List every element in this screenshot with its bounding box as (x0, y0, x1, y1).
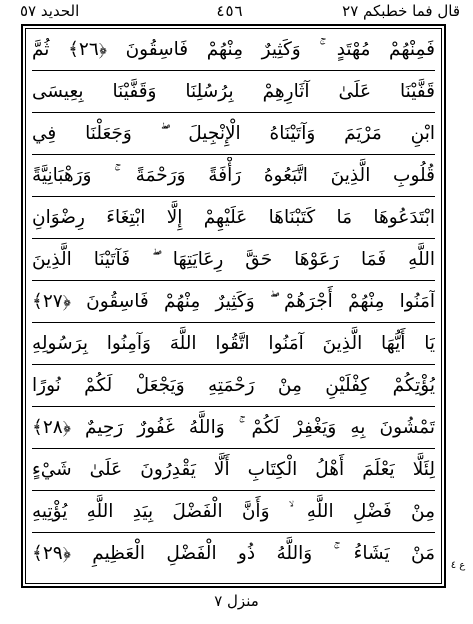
verse-line-2: قَفَّيْنَا عَلَىٰ آثَارِهِمْ بِرُسُلِنَا وَقَفَّيْنَا بِعِيسَى (32, 73, 435, 113)
verse-line-13: مَنْ يَشَاءُ ۚ وَاللَّهُ ذُو الْفَضْلِ الْعَظِيمِ ﴿٢٩﴾ (32, 543, 435, 564)
verse-line-1: فَمِنْهُمْ مُهْتَدٍ ۚ وَكَثِيرٌ مِنْهُمْ فَاسِقُونَ ﴿٢٦﴾ ثُمَّ (32, 31, 435, 71)
juz-name: قال فما خطبكم ٢٧ (342, 2, 460, 20)
verse-line-11: لِئَلَّا يَعْلَمَ أَهْلُ الْكِتَابِ أَلَّا يَقْدِرُونَ عَلَىٰ شَيْءٍ (32, 451, 435, 491)
page-number: ٤٥٦ (216, 2, 244, 20)
verse-line-9: يُؤْتِكُمْ كِفْلَيْنِ مِنْ رَحْمَتِهِ وَيَجْعَلْ لَكُمْ نُورًا (32, 367, 435, 407)
verse-line-3: ابْنِ مَرْيَمَ وَآتَيْنَاهُ الْإِنْجِيلَ ۖ وَجَعَلْنَا فِي (32, 115, 435, 155)
verse-line-12: مِنْ فَضْلِ اللَّهِ ۙ وَأَنَّ الْفَضْلَ بِيَدِ اللَّهِ يُؤْتِيهِ (32, 493, 435, 533)
text-frame-inner (25, 28, 442, 584)
verse-line-5: ابْتَدَعُوهَا مَا كَتَبْنَاهَا عَلَيْهِمْ إِلَّا ابْتِغَاءَ رِضْوَانِ (32, 199, 435, 239)
surah-name: الحديد ٥٧ (20, 2, 80, 20)
verse-line-8: يَا أَيُّهَا الَّذِينَ آمَنُوا اتَّقُوا اللَّهَ وَآمِنُوا بِرَسُولِهِ (32, 325, 435, 365)
verse-line-4: قُلُوبِ الَّذِينَ اتَّبَعُوهُ رَأْفَةً وَرَحْمَةً ۚ وَرَهْبَانِيَّةً (32, 157, 435, 197)
verse-line-7: آمَنُوا مِنْهُمْ أَجْرَهُمْ ۖ وَكَثِيرٌ مِنْهُمْ فَاسِقُونَ ﴿٢٧﴾ (32, 283, 435, 323)
verse-line-10: تَمْشُونَ بِهِ وَيَغْفِرْ لَكُمْ ۚ وَاللَّهُ غَفُورٌ رَحِيمٌ ﴿٢٨﴾ (32, 409, 435, 449)
page-header (20, 2, 460, 24)
text-frame (21, 24, 446, 588)
ruku-marker: ع ٤ (450, 560, 466, 571)
manzil-label: منزل ٧ (214, 592, 259, 610)
verse-line-6: اللَّهِ فَمَا رَعَوْهَا حَقَّ رِعَايَتِهَا ۖ فَآتَيْنَا الَّذِينَ (32, 241, 435, 281)
